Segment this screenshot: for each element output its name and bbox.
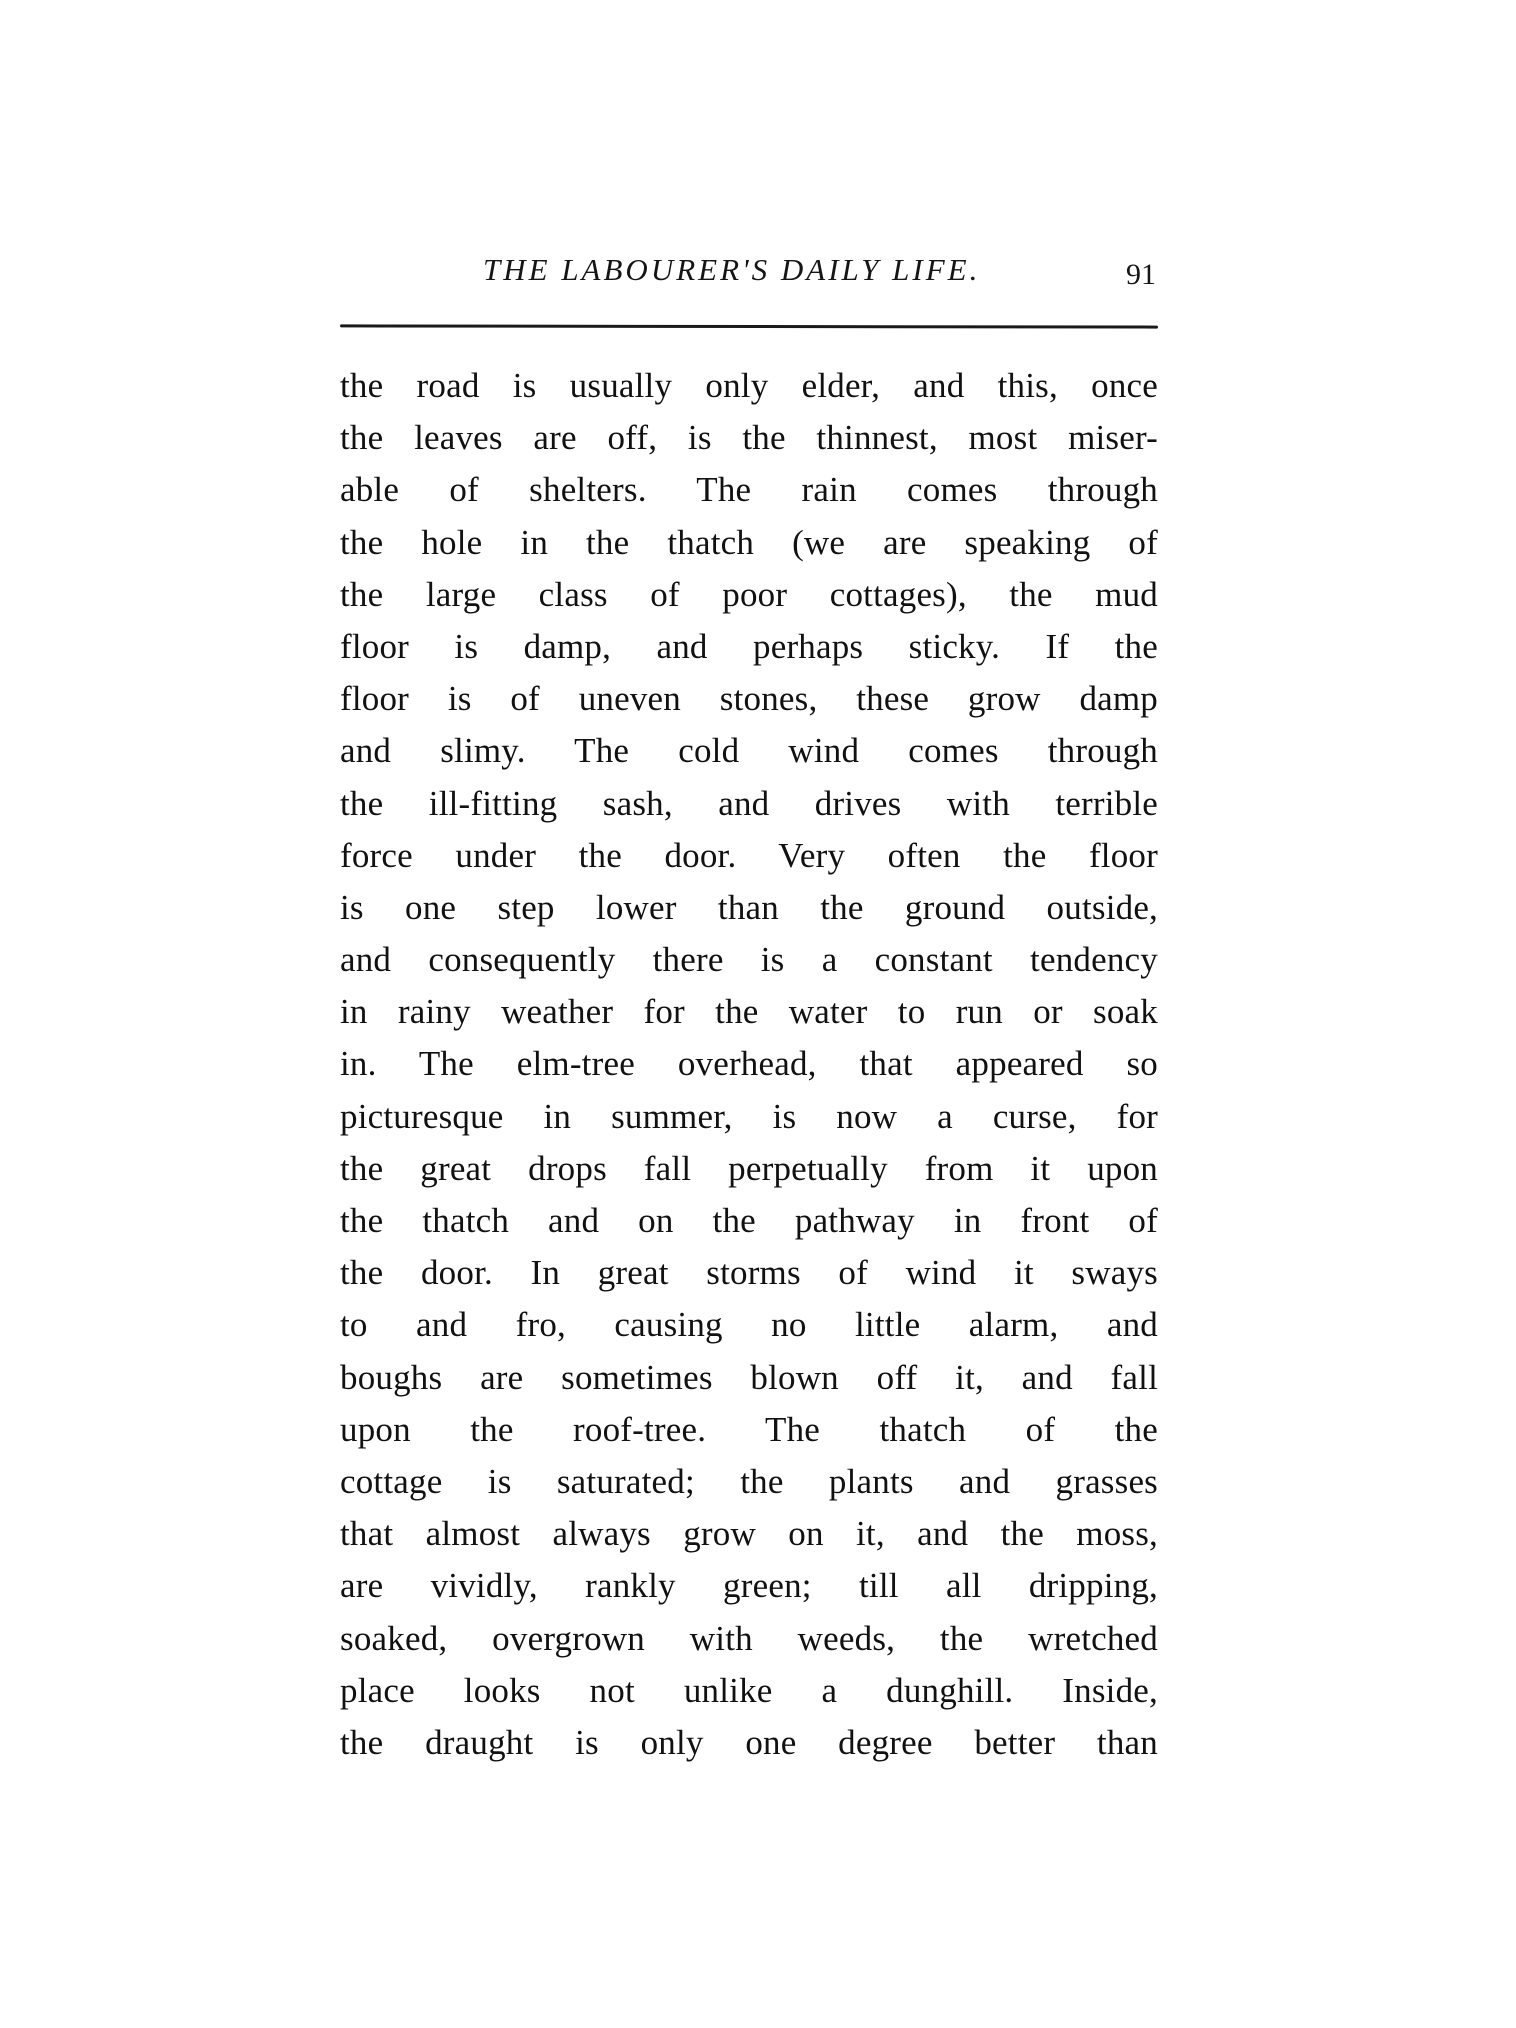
text-line: the leaves are off, is the thinnest, most miser- (340, 418, 1158, 458)
text-line: place looks not unlike a dunghill. Inside, (340, 1670, 1158, 1710)
text-line: floor is damp, and perhaps sticky. If the (340, 626, 1158, 666)
text-line: in rainy weather for the water to run or soak (340, 992, 1158, 1032)
running-head (340, 250, 1158, 300)
header-rule (340, 324, 1158, 328)
text-line: the ill-fitting sash, and drives with terrible (340, 783, 1158, 823)
text-line: the draught is only one degree better than (340, 1722, 1158, 1762)
text-line: force under the door. Very often the floor (340, 835, 1158, 875)
running-title: THE LABOURER'S DAILY LIFE. (483, 252, 981, 287)
text-line: to and fro, causing no little alarm, and (340, 1305, 1158, 1345)
text-line: are vividly, rankly green; till all dripping, (340, 1566, 1158, 1606)
text-line: is one step lower than the ground outside, (340, 887, 1158, 927)
text-line: the large class of poor cottages), the mud (340, 574, 1158, 614)
text-line: cottage is saturated; the plants and grasses (340, 1461, 1158, 1501)
text-line: in. The elm-tree overhead, that appeared so (340, 1044, 1158, 1084)
page-number: 91 (1126, 258, 1156, 291)
text-line: upon the roof-tree. The thatch of the (340, 1409, 1158, 1449)
text-line: floor is of uneven stones, these grow damp (340, 679, 1158, 719)
text-line: boughs are sometimes blown off it, and fall (340, 1357, 1158, 1397)
text-line: and slimy. The cold wind comes through (340, 731, 1158, 771)
text-line: picturesque in summer, is now a curse, for (340, 1096, 1158, 1136)
text-line: the door. In great storms of wind it sways (340, 1253, 1158, 1293)
text-line: the thatch and on the pathway in front of (340, 1201, 1158, 1240)
body-text (340, 360, 1158, 1769)
text-line: and consequently there is a constant tendency (340, 940, 1158, 980)
text-line: that almost always grow on it, and the moss, (340, 1514, 1158, 1554)
text-line: the road is usually only elder, and this, once (340, 366, 1158, 405)
text-line: able of shelters. The rain comes through (340, 470, 1158, 510)
text-line: the hole in the thatch (we are speaking of (340, 522, 1158, 562)
text-line: the great drops fall perpetually from it upon (340, 1148, 1158, 1188)
text-line: soaked, overgrown with weeds, the wretched (340, 1618, 1158, 1658)
